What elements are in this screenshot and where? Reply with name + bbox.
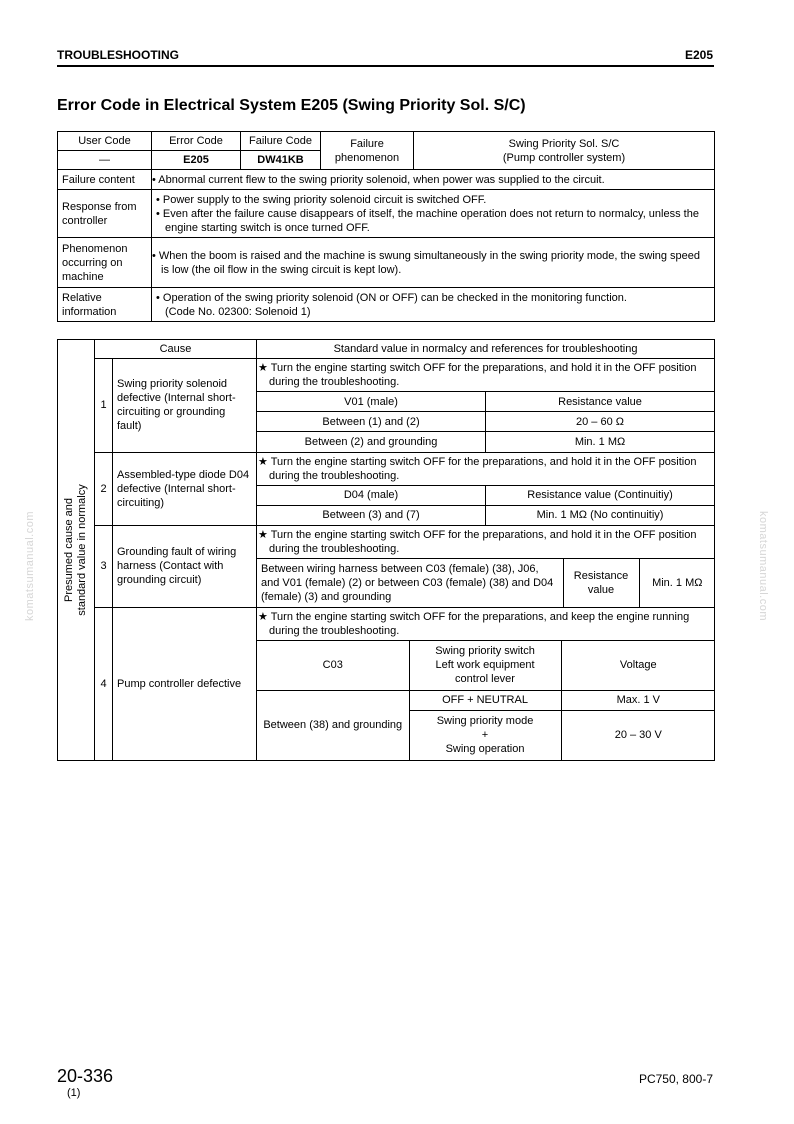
- failure-phenomenon-value: [414, 132, 715, 170]
- cause-3-detail: [257, 526, 715, 608]
- relative-item-1: • Operation of the swing priority solenoid (ON or OFF) can be checked in the monitoring function.: [156, 291, 627, 304]
- cause-4-detail: [257, 607, 715, 761]
- cause-4-state-2-line2: +: [481, 729, 489, 742]
- cause-4-text: Pump controller defective: [113, 607, 257, 761]
- cause-table: [57, 339, 715, 761]
- cause-1-row-1-b: 20 – 60 Ω: [486, 412, 715, 432]
- cause-2-text: Assembled-type diode D04 defective (Internal short-circuiting): [113, 452, 257, 526]
- cause-2-inner: [257, 453, 714, 526]
- response-content: [152, 190, 715, 238]
- error-code-value: E205: [152, 151, 241, 170]
- cause-3-text: Grounding fault of wiring harness (Contact with grounding circuit): [113, 526, 257, 608]
- watermark-right: komatsumanual.com: [757, 511, 769, 621]
- cause-4-head-2-line3: control lever: [455, 673, 515, 685]
- header-code: E205: [684, 48, 713, 62]
- watermark-left: komatsumanual.com: [24, 511, 36, 621]
- cause-2-row-1-a: Between (3) and (7): [257, 505, 486, 525]
- col-error-code: Error Code: [152, 132, 241, 151]
- cause-2-number: 2: [95, 452, 113, 526]
- cause-4-head-2: [409, 640, 561, 690]
- response-item-1: • Power supply to the swing priority solenoid circuit is switched OFF.: [156, 193, 487, 206]
- cause-4-state-2: [409, 710, 561, 760]
- response-item-2: • Even after the failure cause disappears of itself, the machine operation does not return to normalcy, unless the engine starting switch is once turned OFF.: [156, 207, 699, 234]
- phenomenon-label: Phenomenon occurring on machine: [58, 238, 152, 288]
- cause-3-note: ★ Turn the engine starting switch OFF for the preparations, and hold it in the OFF position during the troubleshooting.: [257, 526, 715, 559]
- cause-1-number: 1: [95, 359, 113, 453]
- cause-4-head-2-line1: Swing priority switch: [435, 645, 535, 657]
- cause-1-note: ★ Turn the engine starting switch OFF for the preparations, and hold it in the OFF position during the troubleshooting.: [257, 359, 714, 392]
- failure-phenomenon-label: Failure phenomenon: [321, 132, 414, 170]
- failure-phenomenon-line2: (Pump controller system): [502, 151, 626, 164]
- cause-3-resistance-value: Min. 1 MΩ: [639, 559, 715, 607]
- cause-1-detail: [257, 359, 715, 453]
- section-header: TROUBLESHOOTING: [57, 48, 179, 62]
- failure-content-label: Failure content: [58, 170, 152, 190]
- header-rule: [57, 65, 714, 67]
- cause-4-head-2-line2: Left work equipment: [435, 659, 535, 671]
- page-revision: (1): [67, 1087, 81, 1099]
- cause-3-between: Between wiring harness between C03 (female) (38), J06, and V01 (female) (2) or between C03 (female) (38) and D04 (female) (3) and grounding: [257, 559, 563, 607]
- cause-3-number: 3: [95, 526, 113, 608]
- page-number: 20-336: [57, 1066, 114, 1086]
- cause-4-number: 4: [95, 607, 113, 761]
- cause-4-state-2-line3: Swing operation: [445, 743, 525, 756]
- model-name: PC750, 800-7: [638, 1072, 713, 1086]
- cause-4-head-1: C03: [257, 640, 409, 690]
- cause-4-head-3: Voltage: [561, 640, 715, 690]
- relative-label: Relative information: [58, 288, 152, 322]
- col-standard: Standard value in normalcy and references for troubleshooting: [257, 340, 715, 359]
- cause-4-note: ★ Turn the engine starting switch OFF for the preparations, and keep the engine running during the troubleshooting.: [257, 608, 715, 641]
- cause-1-head-1: V01 (male): [257, 392, 486, 412]
- cause-2-detail: [257, 452, 715, 526]
- failure-content: • Abnormal current flew to the swing priority solenoid, when power was supplied to the circuit.: [152, 170, 715, 190]
- col-failure-code: Failure Code: [241, 132, 321, 151]
- cause-3-inner: [257, 526, 715, 607]
- failure-phenomenon-line1: Swing Priority Sol. S/C: [508, 137, 620, 150]
- cause-3-resistance-label: Resistance value: [563, 559, 639, 607]
- cause-1-inner: [257, 359, 714, 452]
- cause-1-row-1-a: Between (1) and (2): [257, 412, 486, 432]
- relative-content: [152, 288, 715, 322]
- side-label-line1: Presumed cause and: [63, 498, 75, 602]
- cause-1-row-2-a: Between (2) and grounding: [257, 432, 486, 452]
- cause-1-row-2-b: Min. 1 MΩ: [486, 432, 715, 452]
- cause-4-state-2-line1: Swing priority mode: [436, 715, 534, 728]
- failure-code-value: DW41KB: [241, 151, 321, 170]
- cause-4-inner: [257, 608, 715, 761]
- presumed-cause-side-label: [58, 340, 95, 761]
- cause-1-head-2: Resistance value: [486, 392, 715, 412]
- cause-2-row-1-b: Min. 1 MΩ (No continuitiy): [486, 505, 715, 525]
- col-user-code: User Code: [58, 132, 152, 151]
- relative-item-2: (Code No. 02300: Solenoid 1): [165, 305, 311, 318]
- col-cause: Cause: [95, 340, 257, 359]
- cause-2-head-2: Resistance value (Continuitiy): [486, 485, 715, 505]
- cause-4-state-1: OFF + NEUTRAL: [409, 690, 561, 710]
- cause-4-value-2: 20 – 30 V: [561, 710, 715, 760]
- cause-1-text: Swing priority solenoid defective (Internal short-circuiting or grounding fault): [113, 359, 257, 453]
- cause-2-note: ★ Turn the engine starting switch OFF for the preparations, and hold it in the OFF position during the troubleshooting.: [257, 453, 714, 486]
- cause-4-between: Between (38) and grounding: [257, 690, 409, 760]
- side-label-line2: standard value in normalcy: [76, 484, 88, 616]
- page-title: Error Code in Electrical System E205 (Swing Priority Sol. S/C): [57, 97, 526, 114]
- response-label: Response from controller: [58, 190, 152, 238]
- cause-4-value-1: Max. 1 V: [561, 690, 715, 710]
- info-table: [57, 131, 715, 322]
- cause-2-head-1: D04 (male): [257, 485, 486, 505]
- phenomenon-content: • When the boom is raised and the machine is swung simultaneously in the swing priority mode, the swing speed is low (the oil flow in the swing circuit is kept low).: [152, 238, 715, 288]
- user-code-value: —: [58, 151, 152, 170]
